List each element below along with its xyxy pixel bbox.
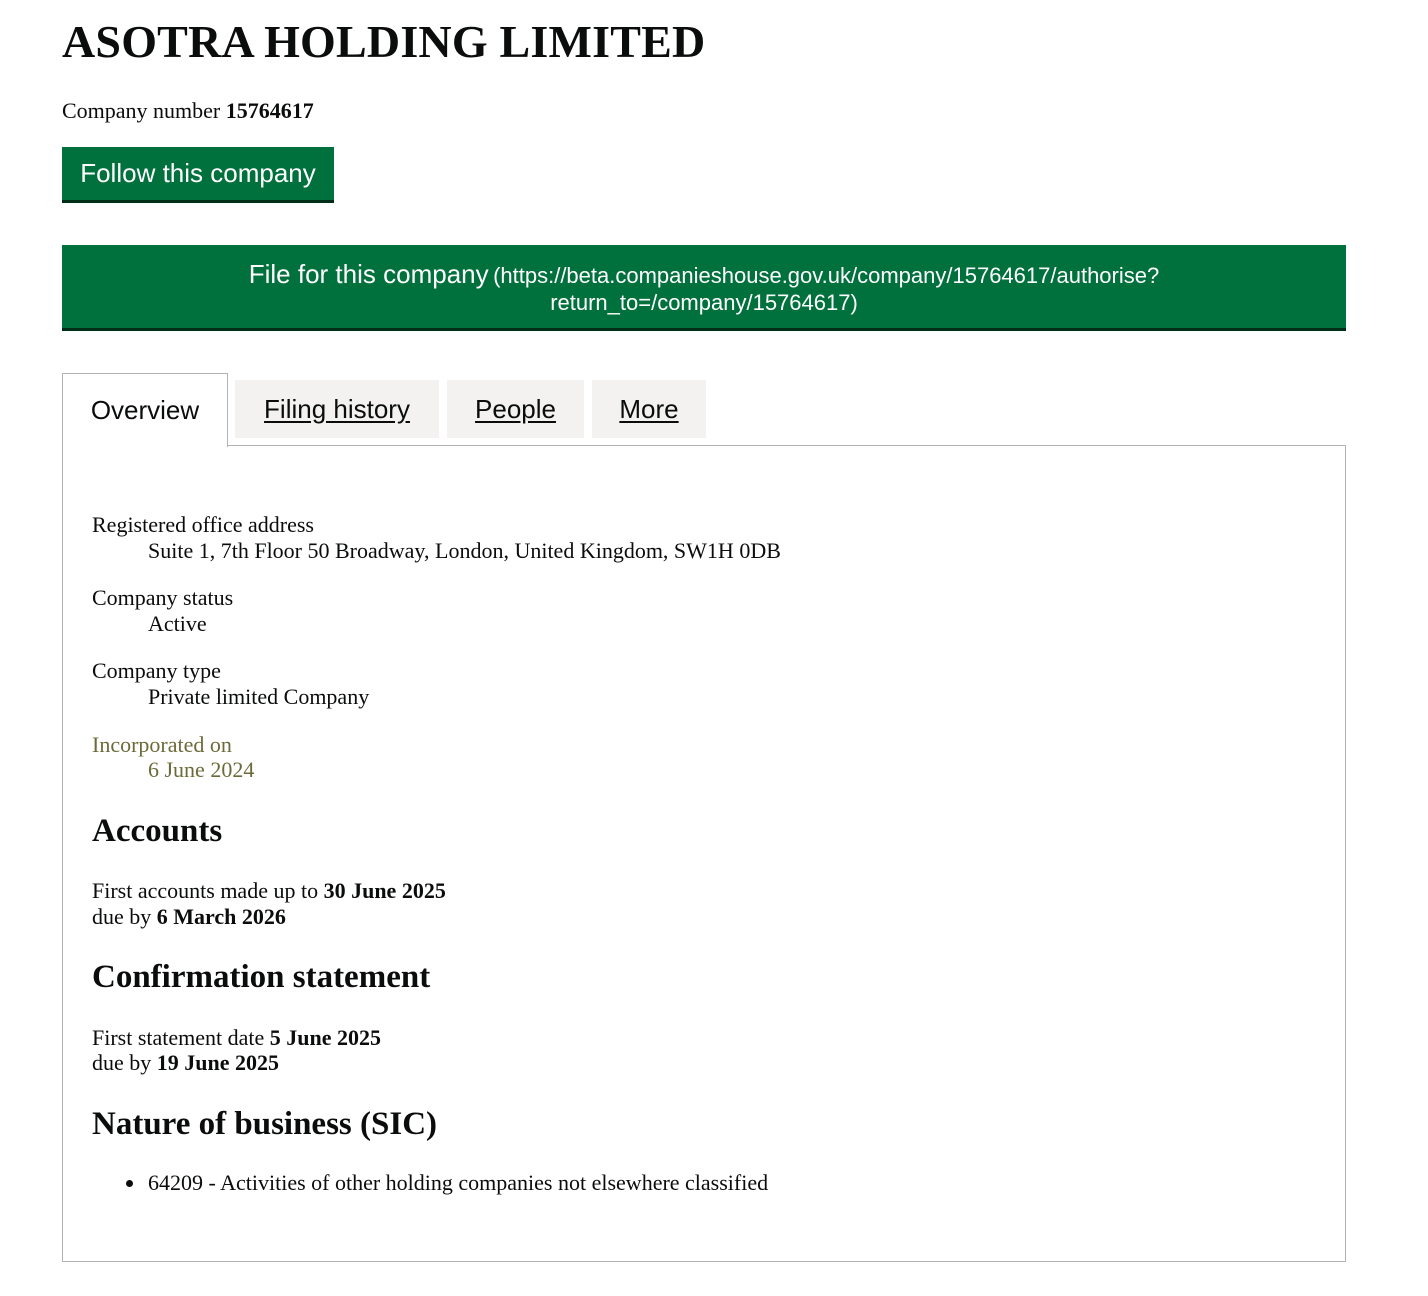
incorporated-label-highlight: Incorporated on <box>92 732 232 757</box>
company-status-label: Company status <box>92 585 234 610</box>
file-for-company-button[interactable] <box>62 245 1346 331</box>
company-status-value: Active <box>148 611 207 636</box>
company-number <box>62 97 314 125</box>
tab-overview[interactable]: Overview <box>62 373 228 447</box>
confirmation-due-by <box>92 1050 279 1076</box>
accounts-made-up-date: 30 June 2025 <box>323 878 446 903</box>
company-type-label: Company type <box>92 658 221 683</box>
sic-heading: Nature of business (SIC) <box>92 1106 438 1142</box>
accounts-heading: Accounts <box>92 813 223 849</box>
file-button-url-continued: return_to=/company/15764617) <box>550 290 858 315</box>
tab-filing-history[interactable]: Filing history <box>235 380 439 438</box>
incorporated-label <box>92 732 232 758</box>
accounts-due-prefix: due by <box>92 904 152 929</box>
follow-company-button[interactable]: Follow this company <box>62 147 334 203</box>
confirmation-due-date: 19 June 2025 <box>156 1050 280 1075</box>
confirmation-statement-value: 5 June 2025 <box>269 1025 382 1050</box>
incorporated-value-highlight: 6 June 2024 <box>148 757 255 782</box>
tab-more[interactable]: More <box>592 380 706 438</box>
confirmation-heading: Confirmation statement <box>92 959 431 995</box>
confirmation-statement-date <box>92 1025 381 1051</box>
company-type-value: Private limited Company <box>148 684 370 709</box>
registered-office-value: Suite 1, 7th Floor 50 Broadway, London, United Kingdom, SW1H 0DB <box>148 538 781 563</box>
accounts-due-date: 6 March 2026 <box>156 904 286 929</box>
company-number-value: 15764617 <box>225 98 314 123</box>
sic-list <box>92 1170 768 1196</box>
accounts-made-up-to <box>92 878 446 904</box>
confirmation-statement-prefix: First statement date <box>92 1025 265 1050</box>
company-number-label: Company number <box>62 98 221 123</box>
registered-office-label: Registered office address <box>92 512 314 537</box>
bullet-icon <box>126 1180 133 1187</box>
tab-people[interactable]: People <box>447 380 584 438</box>
incorporated-value <box>148 757 254 783</box>
accounts-made-up-prefix: First accounts made up to <box>92 878 319 903</box>
page-title: ASOTRA HOLDING LIMITED <box>62 16 706 67</box>
file-button-label: File for this company <box>248 259 489 289</box>
file-button-url: (https://beta.companieshouse.gov.uk/company/15764617/authorise? <box>493 263 1160 288</box>
list-item <box>92 1170 768 1196</box>
sic-item-text: 64209 - Activities of other holding companies not elsewhere classified <box>148 1170 769 1195</box>
confirmation-due-prefix: due by <box>92 1050 152 1075</box>
tab-list <box>62 373 1346 447</box>
overview-panel <box>62 445 1346 1262</box>
accounts-due-by <box>92 904 286 930</box>
